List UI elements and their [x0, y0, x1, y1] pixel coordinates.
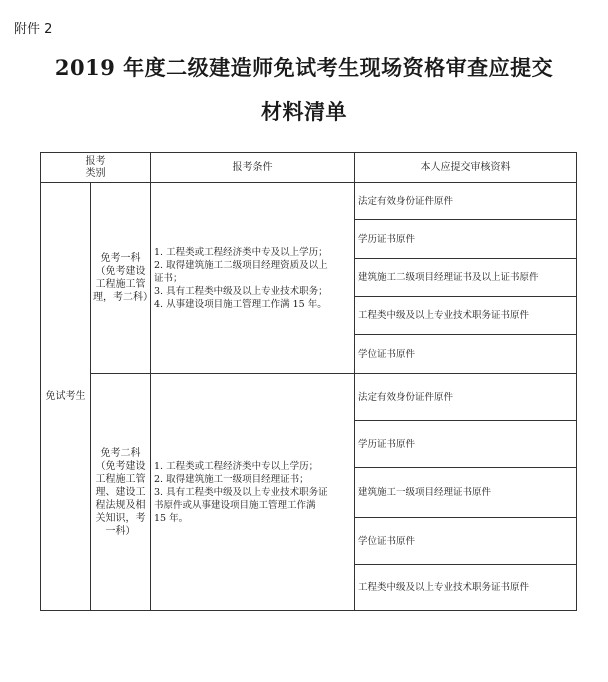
document-title-line-2: 材料清单 [261, 99, 347, 124]
material-item: 学位证书原件 [355, 518, 577, 565]
attachment-label: 附件 2 [14, 22, 53, 37]
material-item: 法定有效身份证件原件 [355, 183, 577, 220]
sub-category-exempt-one: 免考一科 （免考建设 工程施工管 理，考二科） [91, 183, 151, 374]
material-item: 工程类中级及以上专业技术职务证书原件 [355, 565, 577, 611]
sub-category-exempt-two: 免考二科 （免考建设 工程施工管 理、建设工 程法规及相 关知识，考 一科） [91, 374, 151, 611]
material-item: 建筑施工二级项目经理证书及以上证书原件 [355, 259, 577, 297]
material-item: 学位证书原件 [355, 335, 577, 374]
materials-table [40, 152, 577, 611]
header-category: 报考 类别 [41, 153, 151, 183]
main-category-cell: 免试考生 [41, 183, 91, 611]
conditions-exempt-two: 1. 工程类或工程经济类中专以上学历； 2. 取得建筑施工一级项目经理证书； 3. 具有工程类中级及以上专业技术职务证 书原件或从事建设项目施工管理工作满 15 年。 [151, 374, 355, 611]
table-row [41, 374, 577, 421]
header-conditions: 报考条件 [151, 153, 355, 183]
document-title-line-1: 2019 年度二级建造师免试考生现场资格审查应提交 [54, 55, 554, 80]
material-item: 学历证书原件 [355, 220, 577, 259]
material-item: 学历证书原件 [355, 421, 577, 468]
table-row [41, 183, 577, 220]
material-item: 工程类中级及以上专业技术职务证书原件 [355, 297, 577, 335]
table-header-row [41, 153, 577, 183]
material-item: 法定有效身份证件原件 [355, 374, 577, 421]
conditions-exempt-one: 1. 工程类或工程经济类中专及以上学历； 2. 取得建筑施工二级项目经理资质及以上 证书； 3. 具有工程类中级及以上专业技术职务； 4. 从事建设项目施工管理工作满 15 年。 [151, 183, 355, 374]
material-item: 建筑施工一级项目经理证书原件 [355, 468, 577, 518]
header-materials: 本人应提交审核资料 [355, 153, 577, 183]
